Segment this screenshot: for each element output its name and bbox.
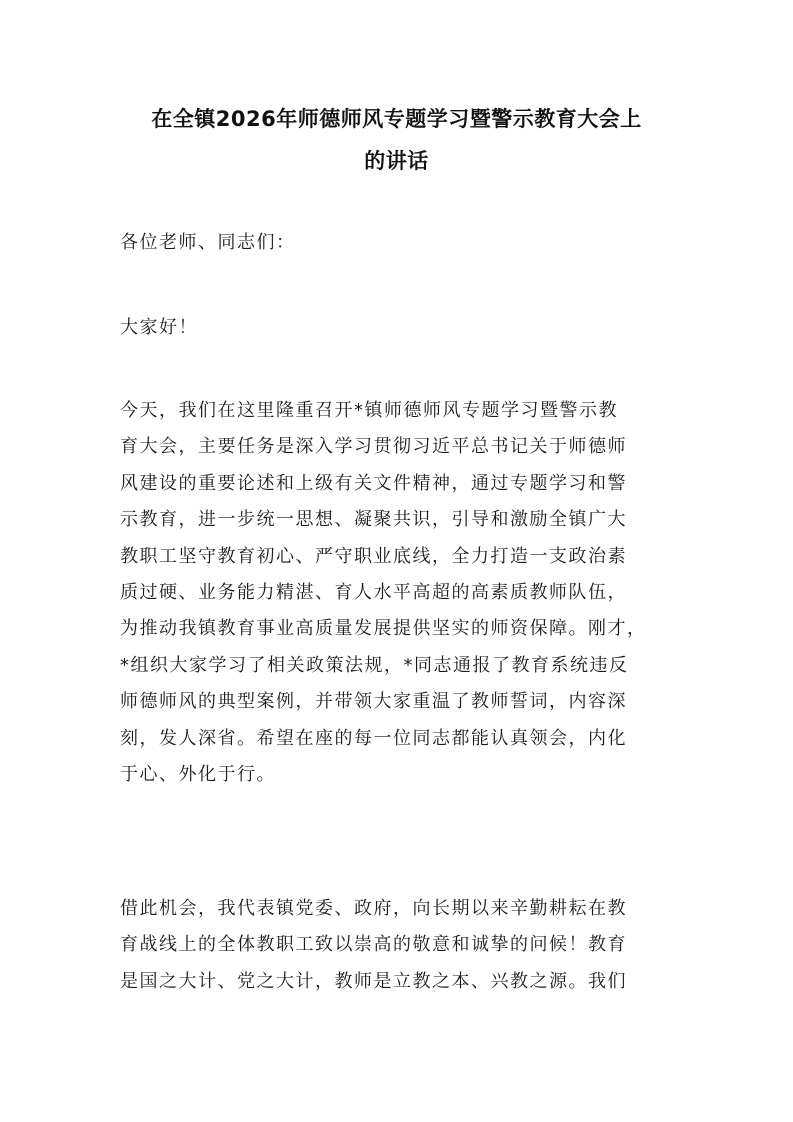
paragraph-line: 示教育，进一步统一思想、凝聚共识，引导和激励全镇广大 [120,509,627,531]
paragraph-line: 质过硬、业务能力精湛、育人水平高超的高素质教师队伍， [120,581,627,603]
paragraph-line: 是国之大计、党之大计，教师是立教之本、兴教之源。我们 [120,970,627,992]
paragraph-line: 风建设的重要论述和上级有关文件精神，通过专题学习和警 [120,472,627,494]
title-line: 在全镇2026年师德师风专题学习暨警示教育大会上 [151,107,642,131]
title-line: 的讲话 [364,149,429,173]
paragraph-line: 教职工坚守教育初心、严守职业底线，全力打造一支政治素 [120,545,627,567]
paragraph-line: 于心、外化于行。 [120,763,276,785]
paragraph-line: 育大会，主要任务是深入学习贯彻习近平总书记关于师德师 [120,436,627,458]
paragraph-line: 育战线上的全体教职工致以崇高的敬意和诚挚的问候！教育 [120,934,627,956]
paragraph-line: 为推动我镇教育事业高质量发展提供坚实的师资保障。刚才， [120,618,647,640]
salutation: 各位老师、同志们： [120,232,296,253]
paragraph-line: *组织大家学习了相关政策法规，*同志通报了教育系统违反 [120,654,629,676]
document-title [100,98,693,182]
greeting: 大家好！ [120,317,198,338]
body-paragraph [120,393,680,793]
paragraph-line: 刻，发人深省。希望在座的每一位同志都能认真领会，内化 [120,727,627,749]
paragraph-line: 师德师风的典型案例，并带领大家重温了教师誓词，内容深 [120,691,627,713]
paragraph-line: 借此机会，我代表镇党委、政府，向长期以来辛勤耕耘在教 [120,898,627,919]
paragraph-line: 今天，我们在这里隆重召开*镇师德师风专题学习暨警示教 [120,400,618,421]
body-paragraph [120,891,680,1000]
